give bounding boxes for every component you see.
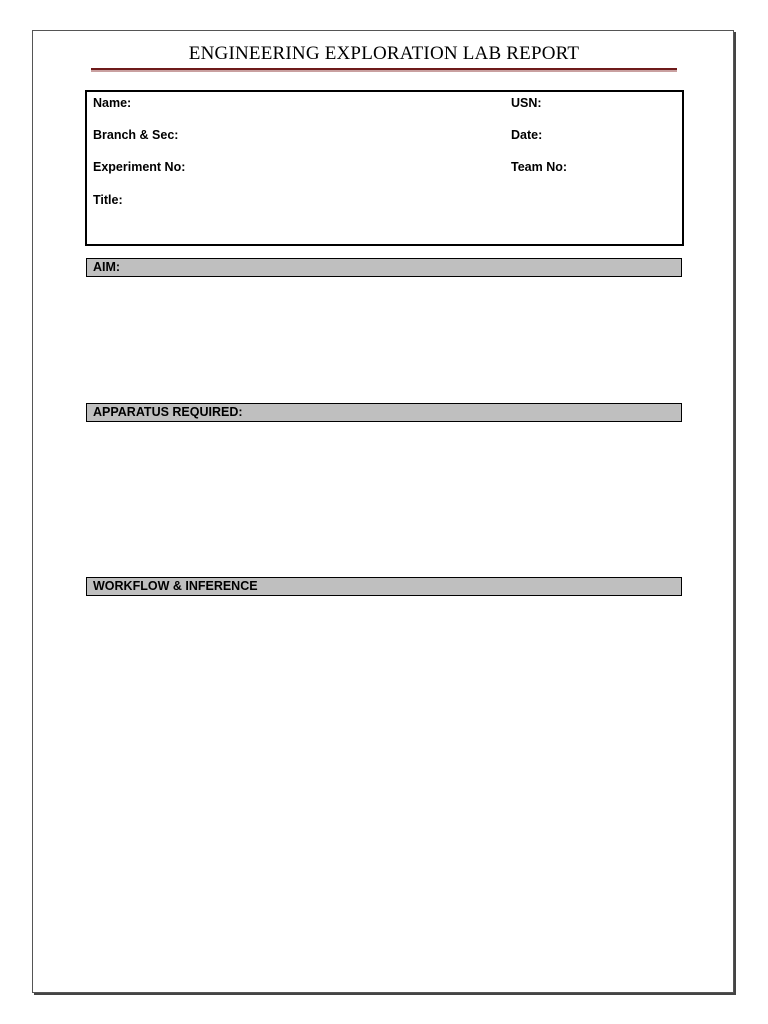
report-title: ENGINEERING EXPLORATION LAB REPORT	[188, 43, 580, 64]
name-label: Name:	[93, 96, 132, 110]
apparatus-section-header: APPARATUS REQUIRED:	[86, 403, 682, 422]
date-label: Date:	[511, 128, 543, 142]
branch-sec-label: Branch & Sec:	[93, 128, 179, 142]
usn-label: USN:	[511, 96, 542, 110]
experiment-no-label: Experiment No:	[93, 160, 186, 174]
title-label: Title:	[93, 193, 123, 207]
student-info-box	[85, 90, 684, 246]
title-underline-shadow	[91, 70, 677, 72]
aim-section-header: AIM:	[86, 258, 682, 277]
workflow-section-header: WORKFLOW & INFERENCE	[86, 577, 682, 596]
team-no-label: Team No:	[511, 160, 568, 174]
